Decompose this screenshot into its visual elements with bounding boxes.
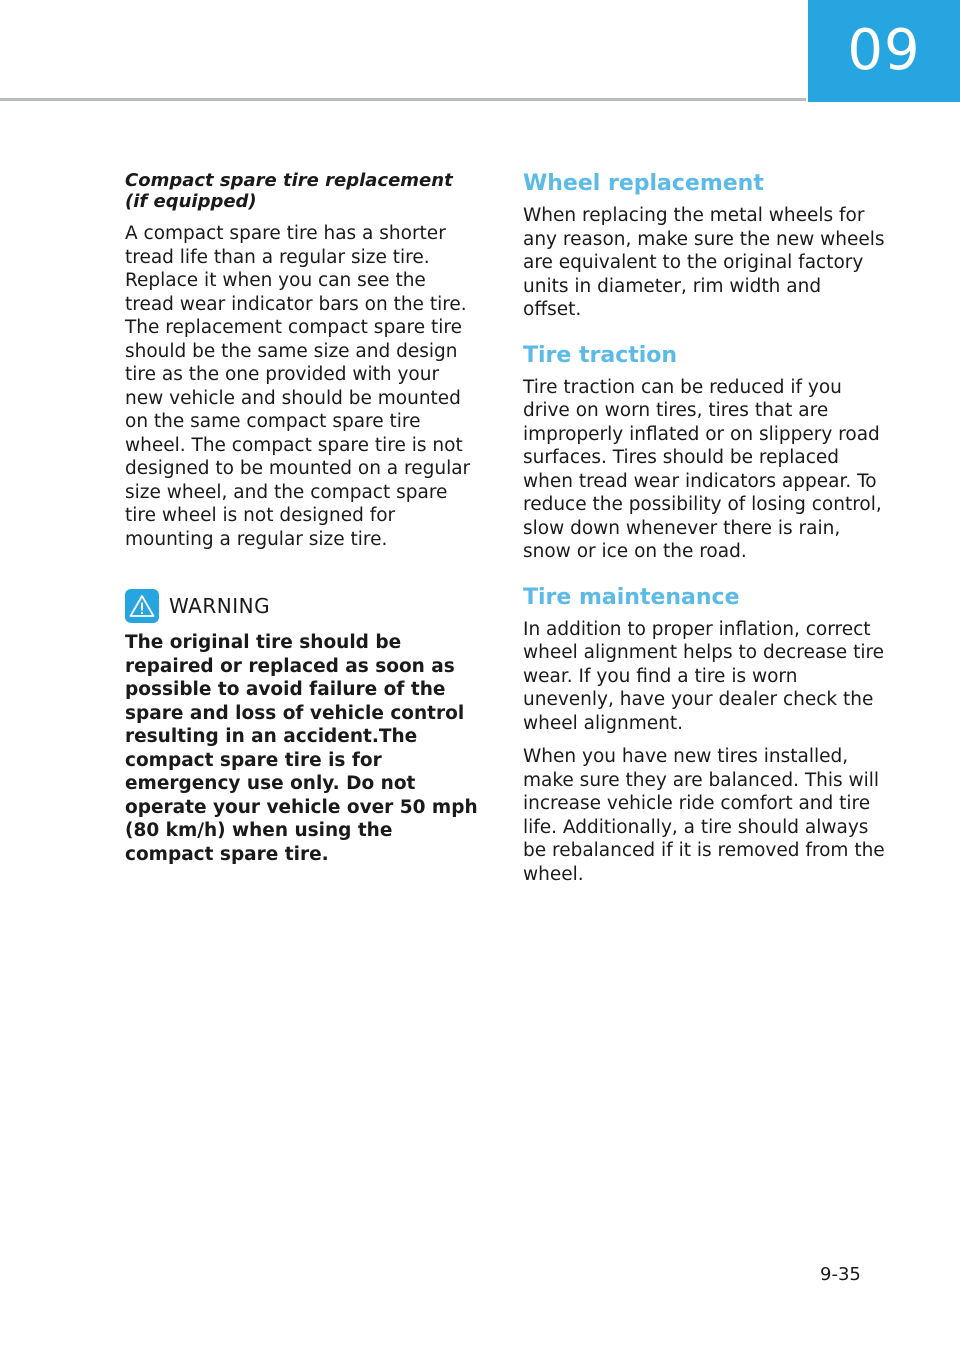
section-tire-traction <box>523 342 885 564</box>
section-paragraph: When you have new tires installed, make sure they are balanced. This will increase vehicle ride comfort and tire life. Additionally, a tire should always be rebalanced if it is removed from the wheel. <box>523 746 885 885</box>
page-number: 9-35 <box>820 1264 861 1285</box>
warning-text: The original tire should be repaired or replaced as soon as possible to avoid failure of the spare and loss of vehicle control resulting in an accident.The compact spare tire is for emergency use only. Do not operate your vehicle over 50 mph (80 km/h) when using the compact spare tire. <box>125 632 478 865</box>
header-rule <box>0 98 806 101</box>
left-column <box>125 170 480 866</box>
section-tire-maintenance <box>523 584 885 887</box>
right-column <box>523 170 885 886</box>
warning-triangle-icon <box>125 589 159 623</box>
subheading-line-2: (if equipped) <box>125 191 257 212</box>
subheading-line-1: Compact spare tire replacement <box>125 170 453 191</box>
section-paragraph: In addition to proper inflation, correct wheel alignment helps to decrease tire wear. If you find a tire is worn unevenly, have your dealer check the wheel alignment. <box>523 618 885 734</box>
compact-spare-subheading <box>125 170 480 212</box>
chapter-tab: 09 <box>808 0 960 102</box>
section-title: Tire maintenance <box>523 584 740 610</box>
section-wheel-replacement <box>523 170 885 322</box>
section-title: Wheel replacement <box>523 171 764 196</box>
section-paragraph: Tire traction can be reduced if you drive on worn tires, tires that are improperly inflated or on slippery road surfaces. Tires should be replaced when tread wear indicators appear. To reduce the possibility of losing control, slow down whenever there is rain, snow or ice on the road. <box>523 376 882 562</box>
compact-spare-body: A compact spare tire has a shorter tread life than a regular size tire. Replace it when you can see the tread wear indicator bars on the tire. The replacement compact spare tire should be the same size and design tire as the one provided with your new vehicle and should be mounted on the same compact spare tire wheel. The compact spare tire is not designed to be mounted on a regular size wheel, and the compact spare tire wheel is not designed for mounting a regular size tire. <box>125 223 471 550</box>
section-paragraph: When replacing the metal wheels for any reason, make sure the new wheels are equivalent to the original factory units in diameter, rim width and offset. <box>523 205 885 320</box>
section-title: Tire traction <box>523 342 678 368</box>
warning-title: WARNING <box>169 594 271 618</box>
warning-header <box>125 589 480 623</box>
